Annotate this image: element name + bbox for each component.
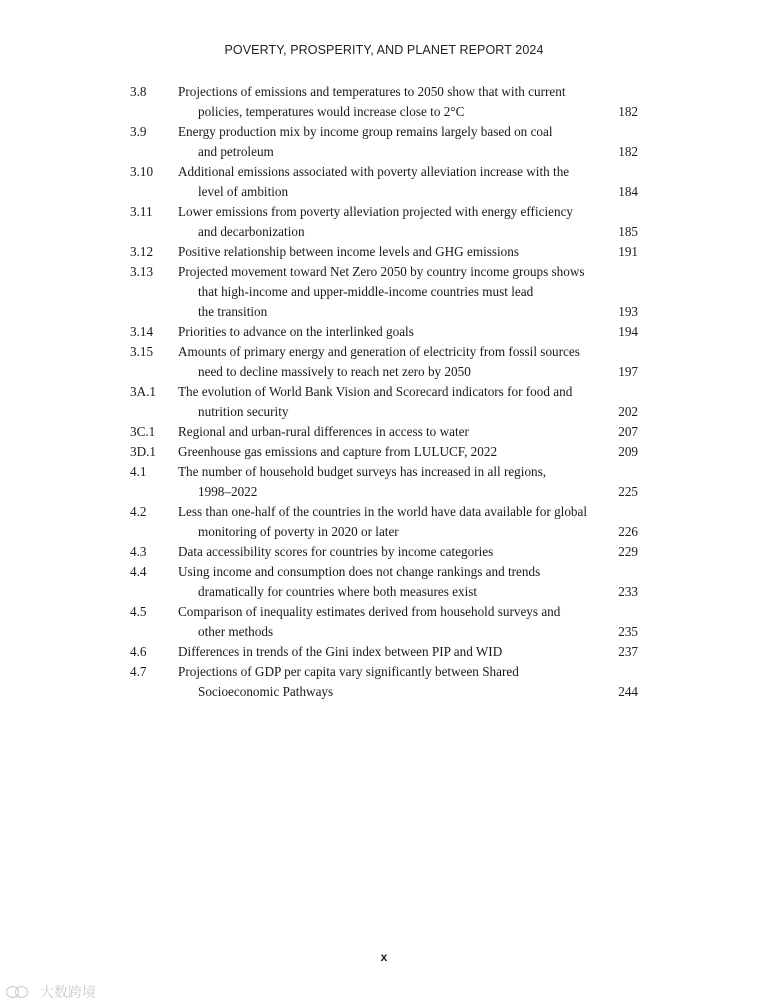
figure-title-line: other methods <box>198 624 274 639</box>
figure-title-line: and petroleum <box>198 144 274 159</box>
figure-title-line: and decarbonization <box>198 224 305 239</box>
figure-title-line: Lower emissions from poverty alleviation projected with energy efficiency <box>178 204 574 219</box>
figure-number: 4.3 <box>130 544 147 559</box>
page-reference: 233 <box>618 584 638 599</box>
page-reference: 191 <box>618 244 638 259</box>
page-reference: 235 <box>618 624 638 639</box>
figure-number: 3C.1 <box>130 424 156 439</box>
toc-entry <box>130 382 640 422</box>
toc-entry <box>130 202 640 242</box>
figure-title-line: 1998–2022 <box>198 484 258 499</box>
page-reference: 185 <box>618 224 638 239</box>
toc-entry <box>130 662 640 702</box>
figure-title-line: Priorities to advance on the interlinked goals <box>178 324 414 339</box>
toc-entry <box>130 262 640 322</box>
figure-number: 3A.1 <box>130 384 157 399</box>
figure-number: 3.9 <box>130 124 147 139</box>
figure-title-line: Energy production mix by income group remains largely based on coal <box>178 124 553 139</box>
figure-title-line: Regional and urban-rural differences in access to water <box>178 424 469 439</box>
figure-title-line: nutrition security <box>198 404 289 419</box>
page-reference: 207 <box>618 424 638 439</box>
running-header: POVERTY, PROSPERITY, AND PLANET REPORT 2024 <box>224 43 544 57</box>
page-reference: 182 <box>618 144 638 159</box>
page-number: x <box>380 950 388 964</box>
figure-title-line: The number of household budget surveys has increased in all regions, <box>178 464 547 479</box>
figure-title-line: the transition <box>198 304 268 319</box>
toc-entry <box>130 82 640 122</box>
figure-number: 3.15 <box>130 344 154 359</box>
toc-entry <box>130 162 640 202</box>
toc-entry <box>130 442 640 462</box>
figure-number: 4.5 <box>130 604 147 619</box>
watermark-logo-icon <box>6 985 36 999</box>
figure-title-line: Socioeconomic Pathways <box>198 684 334 699</box>
figure-title-line: Projected movement toward Net Zero 2050 by country income groups shows <box>178 264 585 279</box>
figure-title-line: monitoring of poverty in 2020 or later <box>198 524 399 539</box>
figure-title-line: Positive relationship between income levels and GHG emissions <box>178 244 519 259</box>
toc-entry <box>130 322 640 342</box>
page-reference: 194 <box>618 324 638 339</box>
figure-number: 3D.1 <box>130 444 157 459</box>
toc-entry <box>130 122 640 162</box>
figure-title-line: Using income and consumption does not change rankings and trends <box>178 564 541 579</box>
figure-number: 4.7 <box>130 664 147 679</box>
page-reference: 182 <box>618 104 638 119</box>
figure-title-line: policies, temperatures would increase close to 2°C <box>198 104 465 119</box>
figure-title-line: Greenhouse gas emissions and capture from LULUCF, 2022 <box>178 444 498 459</box>
figure-title-line: level of ambition <box>198 184 289 199</box>
figure-title-line: Less than one-half of the countries in the world have data available for global <box>178 504 588 519</box>
toc-entry <box>130 422 640 442</box>
figure-title-line: Differences in trends of the Gini index between PIP and WID <box>178 644 503 659</box>
figure-list <box>130 82 640 702</box>
toc-entry <box>130 542 640 562</box>
figure-number: 4.6 <box>130 644 147 659</box>
figure-number: 3.12 <box>130 244 154 259</box>
figure-title-line: Projections of GDP per capita vary significantly between Shared <box>178 664 519 679</box>
page-reference: 237 <box>618 644 638 659</box>
page-reference: 229 <box>618 544 638 559</box>
figure-number: 3.8 <box>130 84 147 99</box>
page-reference: 184 <box>618 184 638 199</box>
figure-number: 3.13 <box>130 264 154 279</box>
figure-title-line: Amounts of primary energy and generation of electricity from fossil sources <box>178 344 580 359</box>
figure-title-line: Comparison of inequality estimates derived from household surveys and <box>178 604 561 619</box>
toc-entry <box>130 342 640 382</box>
figure-number: 3.11 <box>130 204 153 219</box>
page-reference: 225 <box>618 484 638 499</box>
watermark <box>6 982 96 1002</box>
toc-entry <box>130 562 640 602</box>
watermark-text: 大数跨境 <box>40 985 96 1001</box>
figure-number: 4.2 <box>130 504 147 519</box>
page-reference: 202 <box>618 404 638 419</box>
figure-title-line: that high-income and upper-middle-income countries must lead <box>198 284 534 299</box>
figure-title-line: dramatically for countries where both measures exist <box>198 584 478 599</box>
figure-number: 4.1 <box>130 464 147 479</box>
figure-title-line: The evolution of World Bank Vision and Scorecard indicators for food and <box>178 384 573 399</box>
page-reference: 244 <box>618 684 638 699</box>
toc-entry <box>130 602 640 642</box>
page-reference: 193 <box>618 304 638 319</box>
figure-number: 3.10 <box>130 164 154 179</box>
toc-entry <box>130 502 640 542</box>
page-reference: 226 <box>618 524 638 539</box>
page-reference: 197 <box>618 364 638 379</box>
figure-title-line: need to decline massively to reach net zero by 2050 <box>198 364 471 379</box>
figure-title-line: Projections of emissions and temperatures to 2050 show that with current <box>178 84 566 99</box>
figure-title-line: Data accessibility scores for countries by income categories <box>178 544 494 559</box>
toc-entry <box>130 242 640 262</box>
figure-number: 4.4 <box>130 564 147 579</box>
toc-entry <box>130 462 640 502</box>
figure-number: 3.14 <box>130 324 154 339</box>
page-reference: 209 <box>618 444 638 459</box>
figure-title-line: Additional emissions associated with poverty alleviation increase with the <box>178 164 570 179</box>
toc-entry <box>130 642 640 662</box>
